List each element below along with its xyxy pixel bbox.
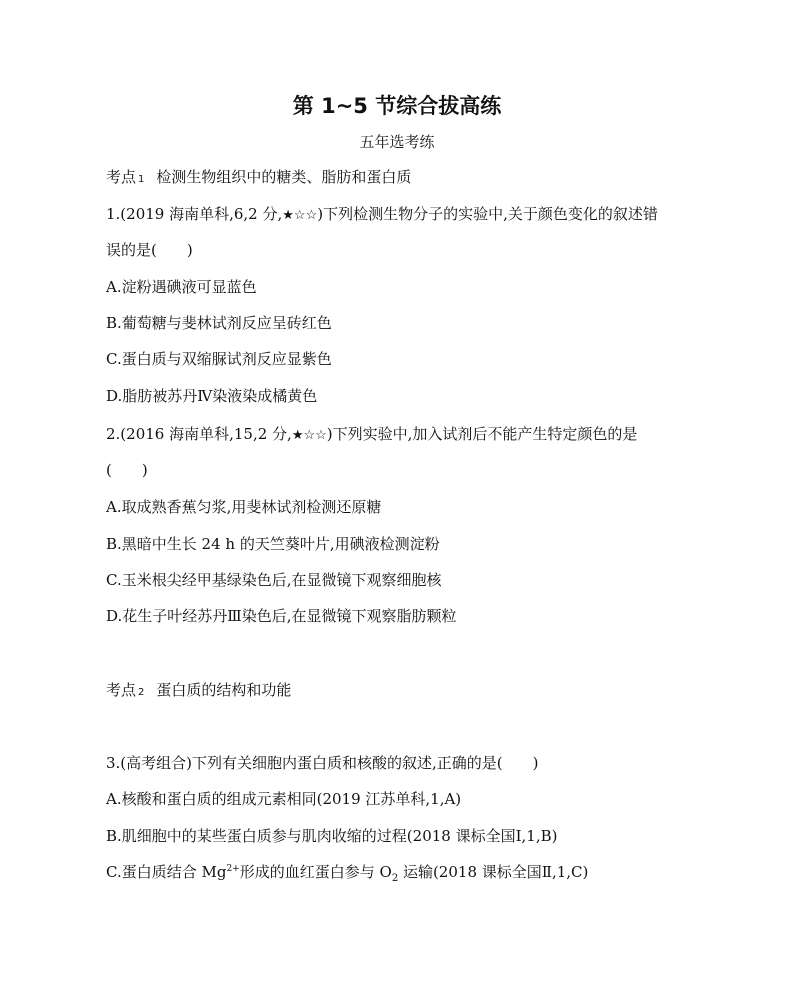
section-heading-1 xyxy=(106,167,411,190)
question-1-option-a: A.淀粉遇碘液可显蓝色 xyxy=(106,278,257,296)
question-1-option-c: C.蛋白质与双缩脲试剂反应显紫色 xyxy=(106,350,332,368)
page-subtitle: 五年选考练 xyxy=(359,133,435,151)
question-2-option-b: B.黑暗中生长 24 h 的天竺葵叶片,用碘液检测淀粉 xyxy=(106,535,440,553)
question-3-stem: 3.(高考组合)下列有关细胞内蛋白质和核酸的叙述,正确的是( ) xyxy=(106,754,539,772)
difficulty-stars-icon: ★☆☆ xyxy=(282,208,318,223)
section-label: 考点 xyxy=(106,681,137,699)
superscript-charge: 2+ xyxy=(226,864,240,874)
section-heading-2 xyxy=(106,680,291,703)
option-text: 形成的血红蛋白参与 O xyxy=(239,863,392,881)
section-label: 考点 xyxy=(106,168,137,186)
question-3-option-a: A.核酸和蛋白质的组成元素相同(2019 江苏单科,1,A) xyxy=(106,790,462,808)
question-2-option-c: C.玉米根尖经甲基绿染色后,在显微镜下观察细胞核 xyxy=(106,571,442,589)
difficulty-stars-icon: ★☆☆ xyxy=(291,428,327,443)
subscript-count: 2 xyxy=(391,873,399,884)
question-stem-text: )下列检测生物分子的实验中,关于颜色变化的叙述错 xyxy=(317,205,658,223)
question-3-option-b: B.肌细胞中的某些蛋白质参与肌肉收缩的过程(2018 课标全国Ⅰ,1,B) xyxy=(106,827,558,845)
question-1-stem-cont: 误的是( ) xyxy=(106,241,193,259)
option-text: 运输(2018 课标全国Ⅱ,1,C) xyxy=(398,863,589,881)
question-stem-text: 1.(2019 海南单科,6,2 分, xyxy=(106,205,283,223)
question-1-stem xyxy=(106,204,658,226)
question-stem-text: )下列实验中,加入试剂后不能产生特定颜色的是 xyxy=(326,425,638,443)
question-2-stem xyxy=(106,424,637,446)
option-text: C.蛋白质结合 Mg xyxy=(106,863,227,881)
question-2-option-d: D.花生子叶经苏丹Ⅲ染色后,在显微镜下观察脂肪颗粒 xyxy=(106,607,457,625)
question-1-option-d: D.脂肪被苏丹Ⅳ染液染成橘黄色 xyxy=(106,387,318,405)
section-number: 1 xyxy=(138,174,145,185)
section-number: 2 xyxy=(138,687,145,698)
section-text: 检测生物组织中的糖类、脂肪和蛋白质 xyxy=(156,168,412,186)
question-stem-text: 2.(2016 海南单科,15,2 分, xyxy=(106,425,292,443)
question-2-option-a: A.取成熟香蕉匀浆,用斐林试剂检测还原糖 xyxy=(106,498,382,516)
question-2-stem-cont: ( ) xyxy=(106,461,148,479)
section-text: 蛋白质的结构和功能 xyxy=(156,681,292,699)
page-title: 第 1~5 节综合拔高练 xyxy=(292,94,502,118)
question-1-option-b: B.葡萄糖与斐林试剂反应呈砖红色 xyxy=(106,314,332,332)
question-3-option-c xyxy=(106,862,588,882)
